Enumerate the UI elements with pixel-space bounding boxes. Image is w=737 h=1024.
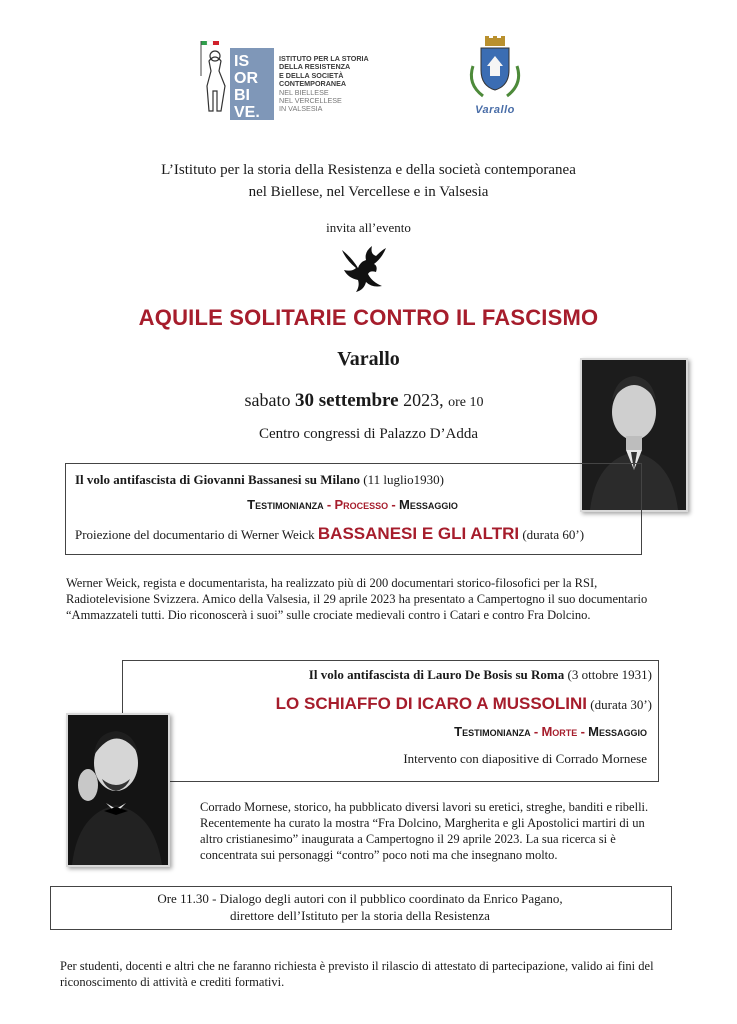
closing-line-2: direttore dell’Istituto per la storia della Resistenza bbox=[230, 908, 490, 923]
svg-text:BI: BI bbox=[234, 87, 250, 104]
date-prefix: sabato bbox=[244, 390, 291, 410]
keyword-messaggio: Messaggio bbox=[398, 497, 458, 512]
film-duration: (durata 60’) bbox=[522, 527, 585, 542]
isr-text-line: ISTITUTO PER LA STORIA bbox=[279, 54, 369, 63]
varallo-logo-label: Varallo bbox=[475, 104, 515, 116]
svg-text:IS: IS bbox=[234, 53, 250, 70]
isr-logo-text bbox=[279, 55, 389, 114]
debosis-keywords bbox=[122, 724, 647, 740]
keyword-separator: - bbox=[391, 497, 396, 512]
svg-text:OR: OR bbox=[234, 70, 258, 87]
debosis-title-line bbox=[122, 694, 652, 714]
isr-text-line: E DELLA SOCIETÀ bbox=[279, 70, 344, 80]
bassanesi-heading-title: Il volo antifascista di Giovanni Bassanesi su Milano bbox=[75, 472, 360, 487]
bassanesi-projection bbox=[75, 524, 584, 544]
event-title: AQUILE SOLITARIE CONTRO IL FASCISMO bbox=[138, 305, 599, 330]
keyword-separator: - bbox=[580, 724, 585, 739]
keyword-testimonianza: Testimonianza bbox=[454, 724, 531, 739]
intro-text bbox=[0, 159, 737, 203]
projection-text: Proiezione del documentario di Werner Weick bbox=[75, 527, 315, 542]
isr-text-line: IN VALSESIA bbox=[279, 104, 323, 114]
debosis-heading-title: Il volo antifascista di Lauro De Bosis su Roma bbox=[308, 667, 565, 682]
debosis-title: LO SCHIAFFO DI ICARO A MUSSOLINI bbox=[275, 694, 588, 713]
date-day: 30 settembre bbox=[295, 390, 399, 411]
mornese-bio: Corrado Mornese, storico, ha pubblicato diversi lavori su eretici, streghe, banditi e ribelli. Recentemente ha curato la mostra “Fra Dolcino, Margherita e gli Apostolici martiri di un altro cristianesimo” inaugurata a Campertogno il 29 aprile 2023. La sua ricerca si è concentrata sui personaggi “contro” poco noti ma che insegnano molto. bbox=[200, 800, 649, 862]
closing-text bbox=[50, 890, 670, 924]
isr-text-line: CONTEMPORANEA bbox=[279, 79, 347, 89]
date-year: 2023, bbox=[403, 390, 444, 410]
event-venue: Centro congressi di Palazzo D’Adda bbox=[258, 426, 479, 442]
keyword-morte: Morte bbox=[541, 724, 578, 739]
debosis-photo bbox=[66, 713, 170, 867]
isr-text-line: NEL VERCELLESE bbox=[279, 96, 342, 106]
keyword-separator: - bbox=[533, 724, 539, 739]
isr-text-line: DELLA RESISTENZA bbox=[279, 62, 351, 72]
coat-of-arms-icon bbox=[465, 36, 525, 104]
svg-text:VE.: VE. bbox=[234, 104, 260, 121]
keyword-testimonianza: Testimonianza bbox=[247, 497, 324, 512]
date-time: ore 10 bbox=[448, 395, 484, 410]
keyword-separator: - bbox=[326, 497, 332, 512]
intro-line-2: nel Biellese, nel Vercellese e in Valsesia bbox=[248, 184, 489, 200]
keyword-processo: Processo bbox=[334, 497, 389, 512]
eagle-icon bbox=[338, 244, 388, 296]
bassanesi-heading-date: (11 luglio1930) bbox=[363, 472, 444, 487]
bassanesi-heading bbox=[75, 472, 444, 488]
event-city: Varallo bbox=[337, 348, 400, 370]
debosis-duration: (durata 30’) bbox=[590, 697, 652, 712]
film-title: BASSANESI E GLI ALTRI bbox=[317, 524, 520, 543]
bassanesi-keywords bbox=[65, 497, 640, 513]
closing-line-1: Ore 11.30 - Dialogo degli autori con il pubblico coordinato da Enrico Pagano, bbox=[157, 891, 563, 906]
debosis-heading bbox=[122, 667, 652, 683]
intro-line-1: L’Istituto per la storia della Resistenza e della società contemporanea bbox=[161, 162, 576, 178]
debosis-intervention: Intervento con diapositive di Corrado Mornese bbox=[403, 751, 647, 766]
keyword-messaggio: Messaggio bbox=[588, 724, 647, 739]
footer-note: Per studenti, docenti e altri che ne faranno richiesta è previsto il rilascio di attestato di partecipazione, valido ai fini del riconoscimento di attività e crediti formativi. bbox=[60, 959, 654, 989]
invite-text: invita all’evento bbox=[326, 220, 411, 235]
debosis-heading-date: (3 ottobre 1931) bbox=[567, 667, 652, 682]
isr-text-line: NEL BIELLESE bbox=[279, 87, 329, 97]
weick-bio: Werner Weick, regista e documentarista, ha realizzato più di 200 documentari storico-filosofici per la RSI, Radiotelevisione Svizzera. Amico della Valsesia, il 29 aprile 2023 ha presentato a Campertogno il suo documentario “Ammazzateli tutti. Dio riconoscerà i suoi” sulle crociate medievali contro i Catari e contro Fra Dolcino. bbox=[66, 576, 648, 622]
